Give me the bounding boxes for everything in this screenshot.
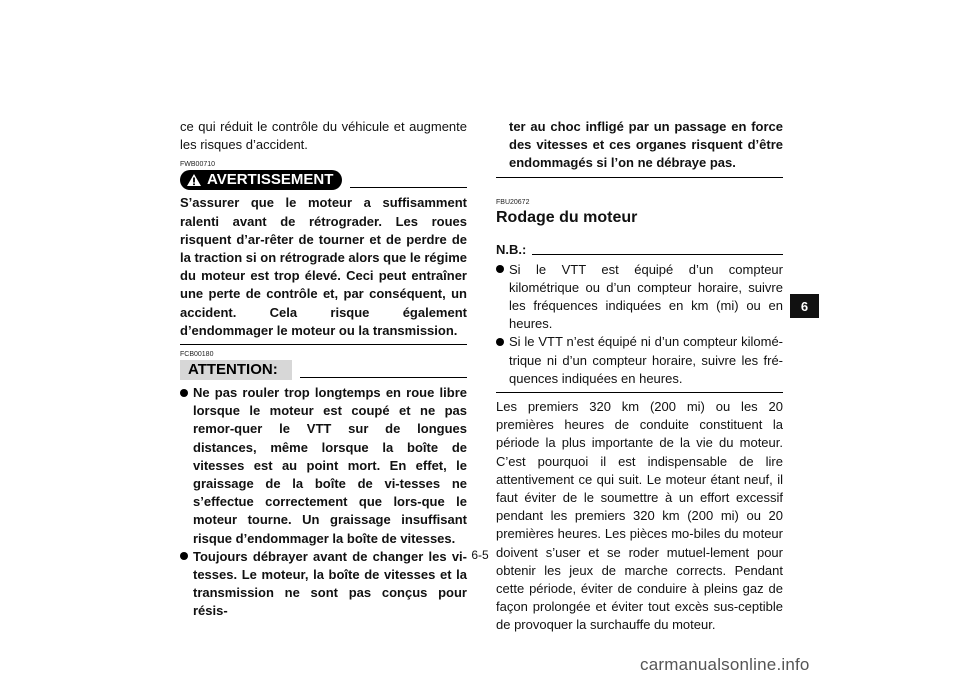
right-column	[496, 118, 783, 635]
warning-code: FWB00710	[180, 161, 216, 169]
warning-text: S’assurer que le moteur a suffisamment ralenti avant de rétrograder. Les roues risquent d’ar-rêter de tourner et de perdre de la traction si on rétrograde alors que le régime du moteur est trop élevé. Ceci peut entraîner une perte de contrôle et, par conséquent, un accident. Cela risque également d’endommager le moteur ou la transmission.	[180, 195, 467, 338]
chapter-tab: 6	[790, 294, 819, 318]
nb-header	[496, 242, 783, 258]
warning-end-rule	[180, 344, 467, 345]
attention-continuation: ter au choc infligé par un passage en force des vitesses et ces organes risquent d’être endommagés si l’on ne débraye pas.	[509, 119, 783, 171]
attention-item: Toujours débrayer avant de changer les vi-tesses. Le moteur, la boîte de vitesses et la transmission ne sont pas conçus pour résis-	[180, 548, 467, 621]
attention-item: Ne pas rouler trop longtemps en roue libre lorsque le moteur est coupé et ne pas remor-quer le VTT sur de longues distances, même lorsque la boîte de vitesses est au point mort. En effet, le graissage de la boîte de vi-tesses ne s’effectue correctement que lors-que le moteur tourne. Un graissage insuffisant risque d’endommager la boîte de vitesses.	[180, 384, 467, 548]
section-code: FBU20672	[496, 198, 530, 206]
attention-header-line	[300, 377, 467, 378]
nb-label: N.B.:	[496, 241, 527, 257]
body-paragraph: Les premiers 320 km (200 mi) ou les 20 premières heures de conduite constituent la période la plus importante de la vie du moteur. C’est pourquoi il est indispensable de lire attentivement ce qui suit. Le moteur étant neuf, il faut éviter de le soumettre à un effort excessif pendant les premiers 320 km (200 mi) ou 20 premières heures. Les pièces mo-biles du moteur doivent s’user et se roder mutuel-lement pour obtenir les jeux de marche corrects. Pendant cette période, éviter de conduire à pleins gaz de façon prolongée et éviter tout excès sus-ceptible de provoquer la surchauffe du moteur.	[496, 399, 783, 633]
attention-code: FCB00180	[180, 351, 214, 359]
section-title: Rodage du moteur	[496, 208, 638, 226]
nb-header-line	[532, 254, 783, 255]
attention-header	[180, 360, 467, 380]
nb-item: Si le VTT est équipé d’un compteur kilométrique ou d’un compteur horaire, suivre les fréquences indiquées en km (mi) ou en heures.	[496, 261, 783, 334]
intro-paragraph: ce qui réduit le contrôle du véhicule et augmente les risques d’accident.	[180, 119, 467, 153]
attention-list	[180, 384, 467, 621]
warning-label: AVERTISSEMENT	[207, 171, 334, 189]
watermark: carmanualsonline.info	[640, 655, 810, 674]
warning-header	[180, 170, 467, 190]
page-number: 6-5	[471, 548, 489, 562]
warning-triangle-icon	[186, 173, 202, 187]
nb-list	[496, 261, 783, 388]
attention-end-rule	[496, 177, 783, 178]
attention-badge: ATTENTION:	[180, 360, 292, 380]
nb-item: Si le VTT n’est équipé ni d’un compteur kilomé-trique ni d’un compteur horaire, suivre les fré-quences indiquées en heures.	[496, 333, 783, 388]
warning-header-line	[350, 187, 467, 188]
warning-badge	[180, 170, 342, 190]
left-column	[180, 118, 467, 621]
nb-end-rule	[496, 392, 783, 393]
